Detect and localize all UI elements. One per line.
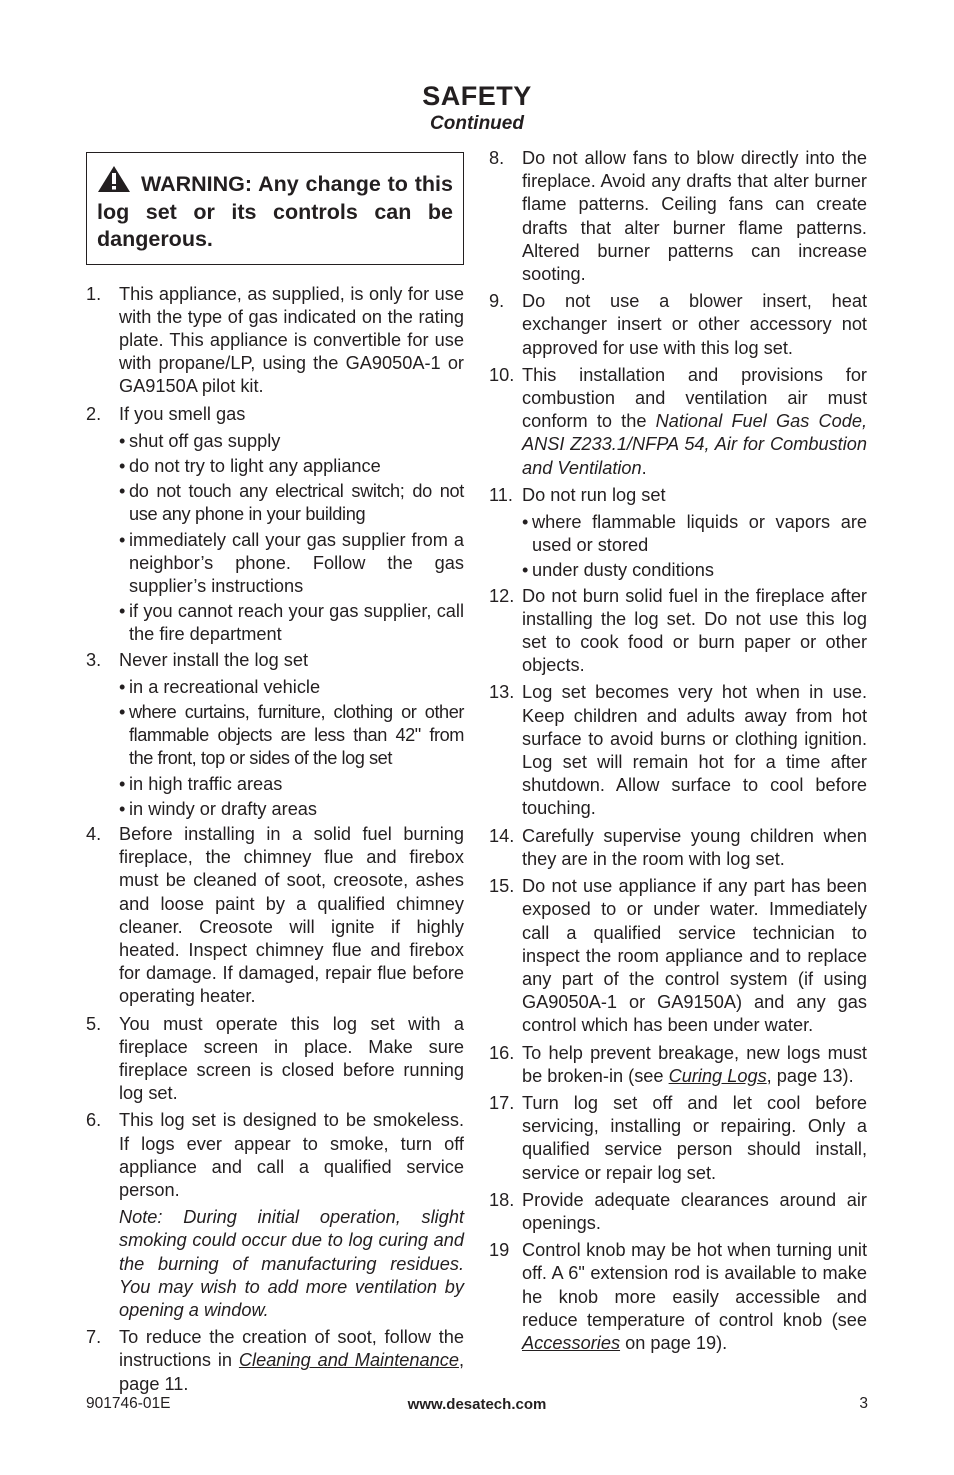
right-column xyxy=(489,147,867,1359)
bullet-item: • where curtains, furniture, clothing or other flammable objects are less than 42" from the front, top or sides of the log set xyxy=(119,701,464,769)
list-item: 16. To help prevent breakage, new logs must be broken-in (see Curing Logs, page 13). xyxy=(489,1042,867,1086)
bullet-item: • in a recreational vehicle xyxy=(119,676,321,697)
list-item: 18. Provide adequate clearances around air openings. xyxy=(489,1189,867,1233)
bullet-item: • do not touch any electrical switch; do not use any phone in your building xyxy=(119,481,464,525)
page-header xyxy=(0,80,954,136)
list-item: 12. Do not burn solid fuel in the fireplace after installing the log set. Do not use this log set to cook food or burn paper or other objects. xyxy=(489,585,867,676)
list-item: 5. You must operate this log set with a fireplace screen in place. Make sure fireplace screen is closed before running log set. xyxy=(86,1013,464,1104)
left-column xyxy=(86,152,464,1400)
bullet-item: • where flammable liquids or vapors are used or stored xyxy=(522,512,867,556)
list-item: 6. This log set is designed to be smokeless. If logs ever appear to smoke, turn off appliance and call a qualified service person. xyxy=(86,1110,464,1201)
bullet-item: • under dusty conditions xyxy=(522,560,714,581)
list-item: 2. If you smell gas xyxy=(86,403,246,424)
warning-triangle-icon xyxy=(97,165,131,193)
bullet-item: • shut off gas supply xyxy=(119,430,281,451)
list-item: 10. This installation and provisions for combustion and ventilation air must conform to the National Fuel Gas Code, ANSI Z233.1/NFPA 54, Air for Combustion and Ventilation. xyxy=(489,364,867,478)
website-url[interactable]: www.desatech.com xyxy=(407,1396,547,1413)
bullet-item: • if you cannot reach your gas supplier, call the fire department xyxy=(119,601,464,645)
note-text: Note: During initial operation, slight smoking could occur due to log curing and the burning of manufacturing residues. You may wish to add more ventilation by opening a window. xyxy=(119,1207,464,1321)
list-item: 1. This appliance, as supplied, is only for use with the type of gas indicated on the rating plate. This appliance is convertible for use with propane/LP, using the GA9050A-1 or GA9150A pilot kit. xyxy=(86,283,464,397)
page-number: 3 xyxy=(859,1395,868,1412)
page-subtitle: Continued xyxy=(430,113,524,134)
list-item: 4. Before installing in a solid fuel burning fireplace, the chimney flue and firebox must be cleaned of soot, creosote, ashes and loose paint by a qualified chimney cleaner. Creosote will ignite if highly heated. Inspect chimney flue and firebox for damage. If damaged, repair flue before operating heater. xyxy=(86,823,464,1007)
cleaning-maintenance-link[interactable]: Cleaning and Maintenance xyxy=(238,1350,459,1371)
bullet-item: • in high traffic areas xyxy=(119,773,283,794)
list-item: 14. Carefully supervise young children when they are in the room with log set. xyxy=(489,825,867,869)
document-code: 901746-01E xyxy=(86,1395,171,1412)
list-item: 9. Do not use a blower insert, heat exchanger insert or other accessory not approved for use with this log set. xyxy=(489,291,867,358)
list-item: 3. Never install the log set xyxy=(86,649,309,670)
list-item: 19 Control knob may be hot when turning unit off. A 6" extension rod is available to make he knob more easily accessible and reduce temperature of control knob (see Accessories on page 19). xyxy=(489,1240,867,1353)
bullet-item: • in windy or drafty areas xyxy=(119,798,318,819)
list-item: 8. Do not allow fans to blow directly into the fireplace. Avoid any drafts that alter burner flame patterns. Ceiling fans can create drafts that alter burner flame patterns. Altered burner patterns can increase sooting. xyxy=(489,148,867,285)
page-title: SAFETY xyxy=(422,81,532,111)
list-item: 15. Do not use appliance if any part has been exposed to or under water. Immediately call a qualified service technician to inspect the room appliance and to replace any part of the control system (if using GA9050A-1 or GA9150A) and any gas control which has been under water. xyxy=(489,876,867,1036)
warning-text: WARNING: Any change to this log set or its controls can be dangerous. xyxy=(97,172,453,251)
bullet-item: • immediately call your gas supplier from a neighbor’s phone. Follow the gas supplier’s instructions xyxy=(119,529,464,596)
list-item: 17. Turn log set off and let cool before servicing, installing or repairing. Only a qualified service person should install, service or repair log set. xyxy=(489,1092,867,1183)
bullet-item: • do not try to light any appliance xyxy=(119,455,381,476)
list-item: 7. To reduce the creation of soot, follow the instructions in Cleaning and Maintenance, page 11. xyxy=(86,1327,465,1394)
list-item: 11. Do not run log set xyxy=(489,484,666,505)
accessories-link[interactable]: Accessories xyxy=(522,1332,621,1353)
warning-box xyxy=(86,152,464,265)
list-item: 13. Log set becomes very hot when in use. Keep children and adults away from hot surface to avoid burns or clothing ignition. Log set will remain hot for a time after shutdown. Allow surface to cool before touching. xyxy=(489,682,867,819)
curing-logs-link[interactable]: Curing Logs xyxy=(668,1065,767,1086)
